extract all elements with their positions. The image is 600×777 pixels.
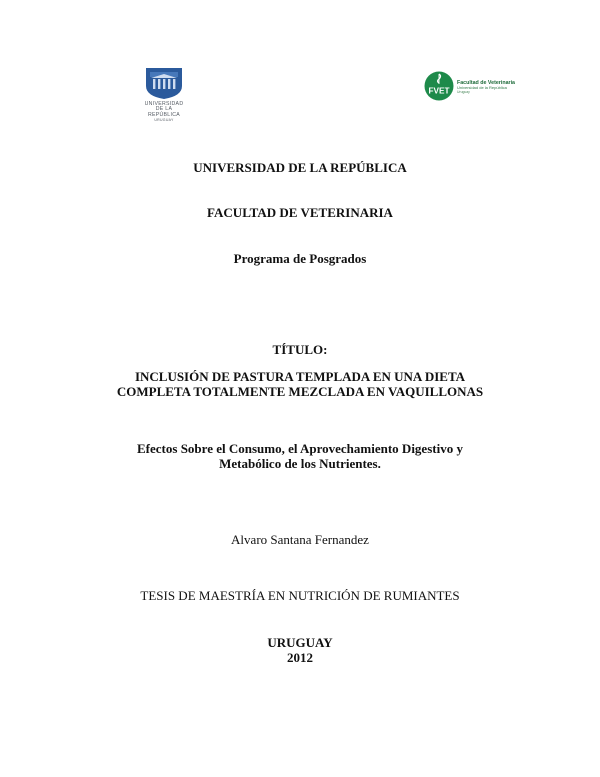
thesis-type: TESIS DE MAESTRÍA EN NUTRICIÓN DE RUMIANTES: [140, 588, 460, 603]
fvet-caption-line2: Universidad de la República: [457, 85, 507, 91]
udelar-emblem-icon: [144, 66, 184, 100]
faculty-name: FACULTAD DE VETERINARIA: [207, 205, 393, 220]
udelar-logo-line3: URUGUAY: [154, 118, 174, 123]
thesis-subtitle-line2: Metabólico de los Nutrientes.: [219, 456, 381, 471]
udelar-logo: [140, 66, 188, 126]
udelar-logo-line2: DE LA REPÚBLICA: [147, 106, 181, 118]
year: 2012: [287, 650, 313, 665]
fvet-caption-line1: Facultad de Veterinaria: [457, 80, 515, 86]
thesis-title-line1: INCLUSIÓN DE PASTURA TEMPLADA EN UNA DIETA: [134, 369, 466, 384]
fvet-badge-icon: [424, 70, 454, 102]
title-label: TÍTULO:: [272, 342, 328, 357]
fvet-logo: [424, 70, 520, 104]
author-name: Alvaro Santana Fernandez: [231, 532, 369, 547]
fvet-badge-text: FVET: [428, 86, 450, 96]
fvet-caption-line3: Uruguay: [457, 89, 470, 94]
country: URUGUAY: [267, 635, 333, 650]
udelar-logo-line1: UNIVERSIDAD: [144, 101, 184, 107]
university-name: UNIVERSIDAD DE LA REPÚBLICA: [193, 160, 407, 175]
thesis-subtitle-line1: Efectos Sobre el Consumo, el Aprovechamiento Digestivo y: [137, 441, 463, 456]
thesis-title-line2: COMPLETA TOTALMENTE MEZCLADA EN VAQUILLONAS: [116, 384, 484, 399]
program-name: Programa de Posgrados: [233, 251, 367, 266]
